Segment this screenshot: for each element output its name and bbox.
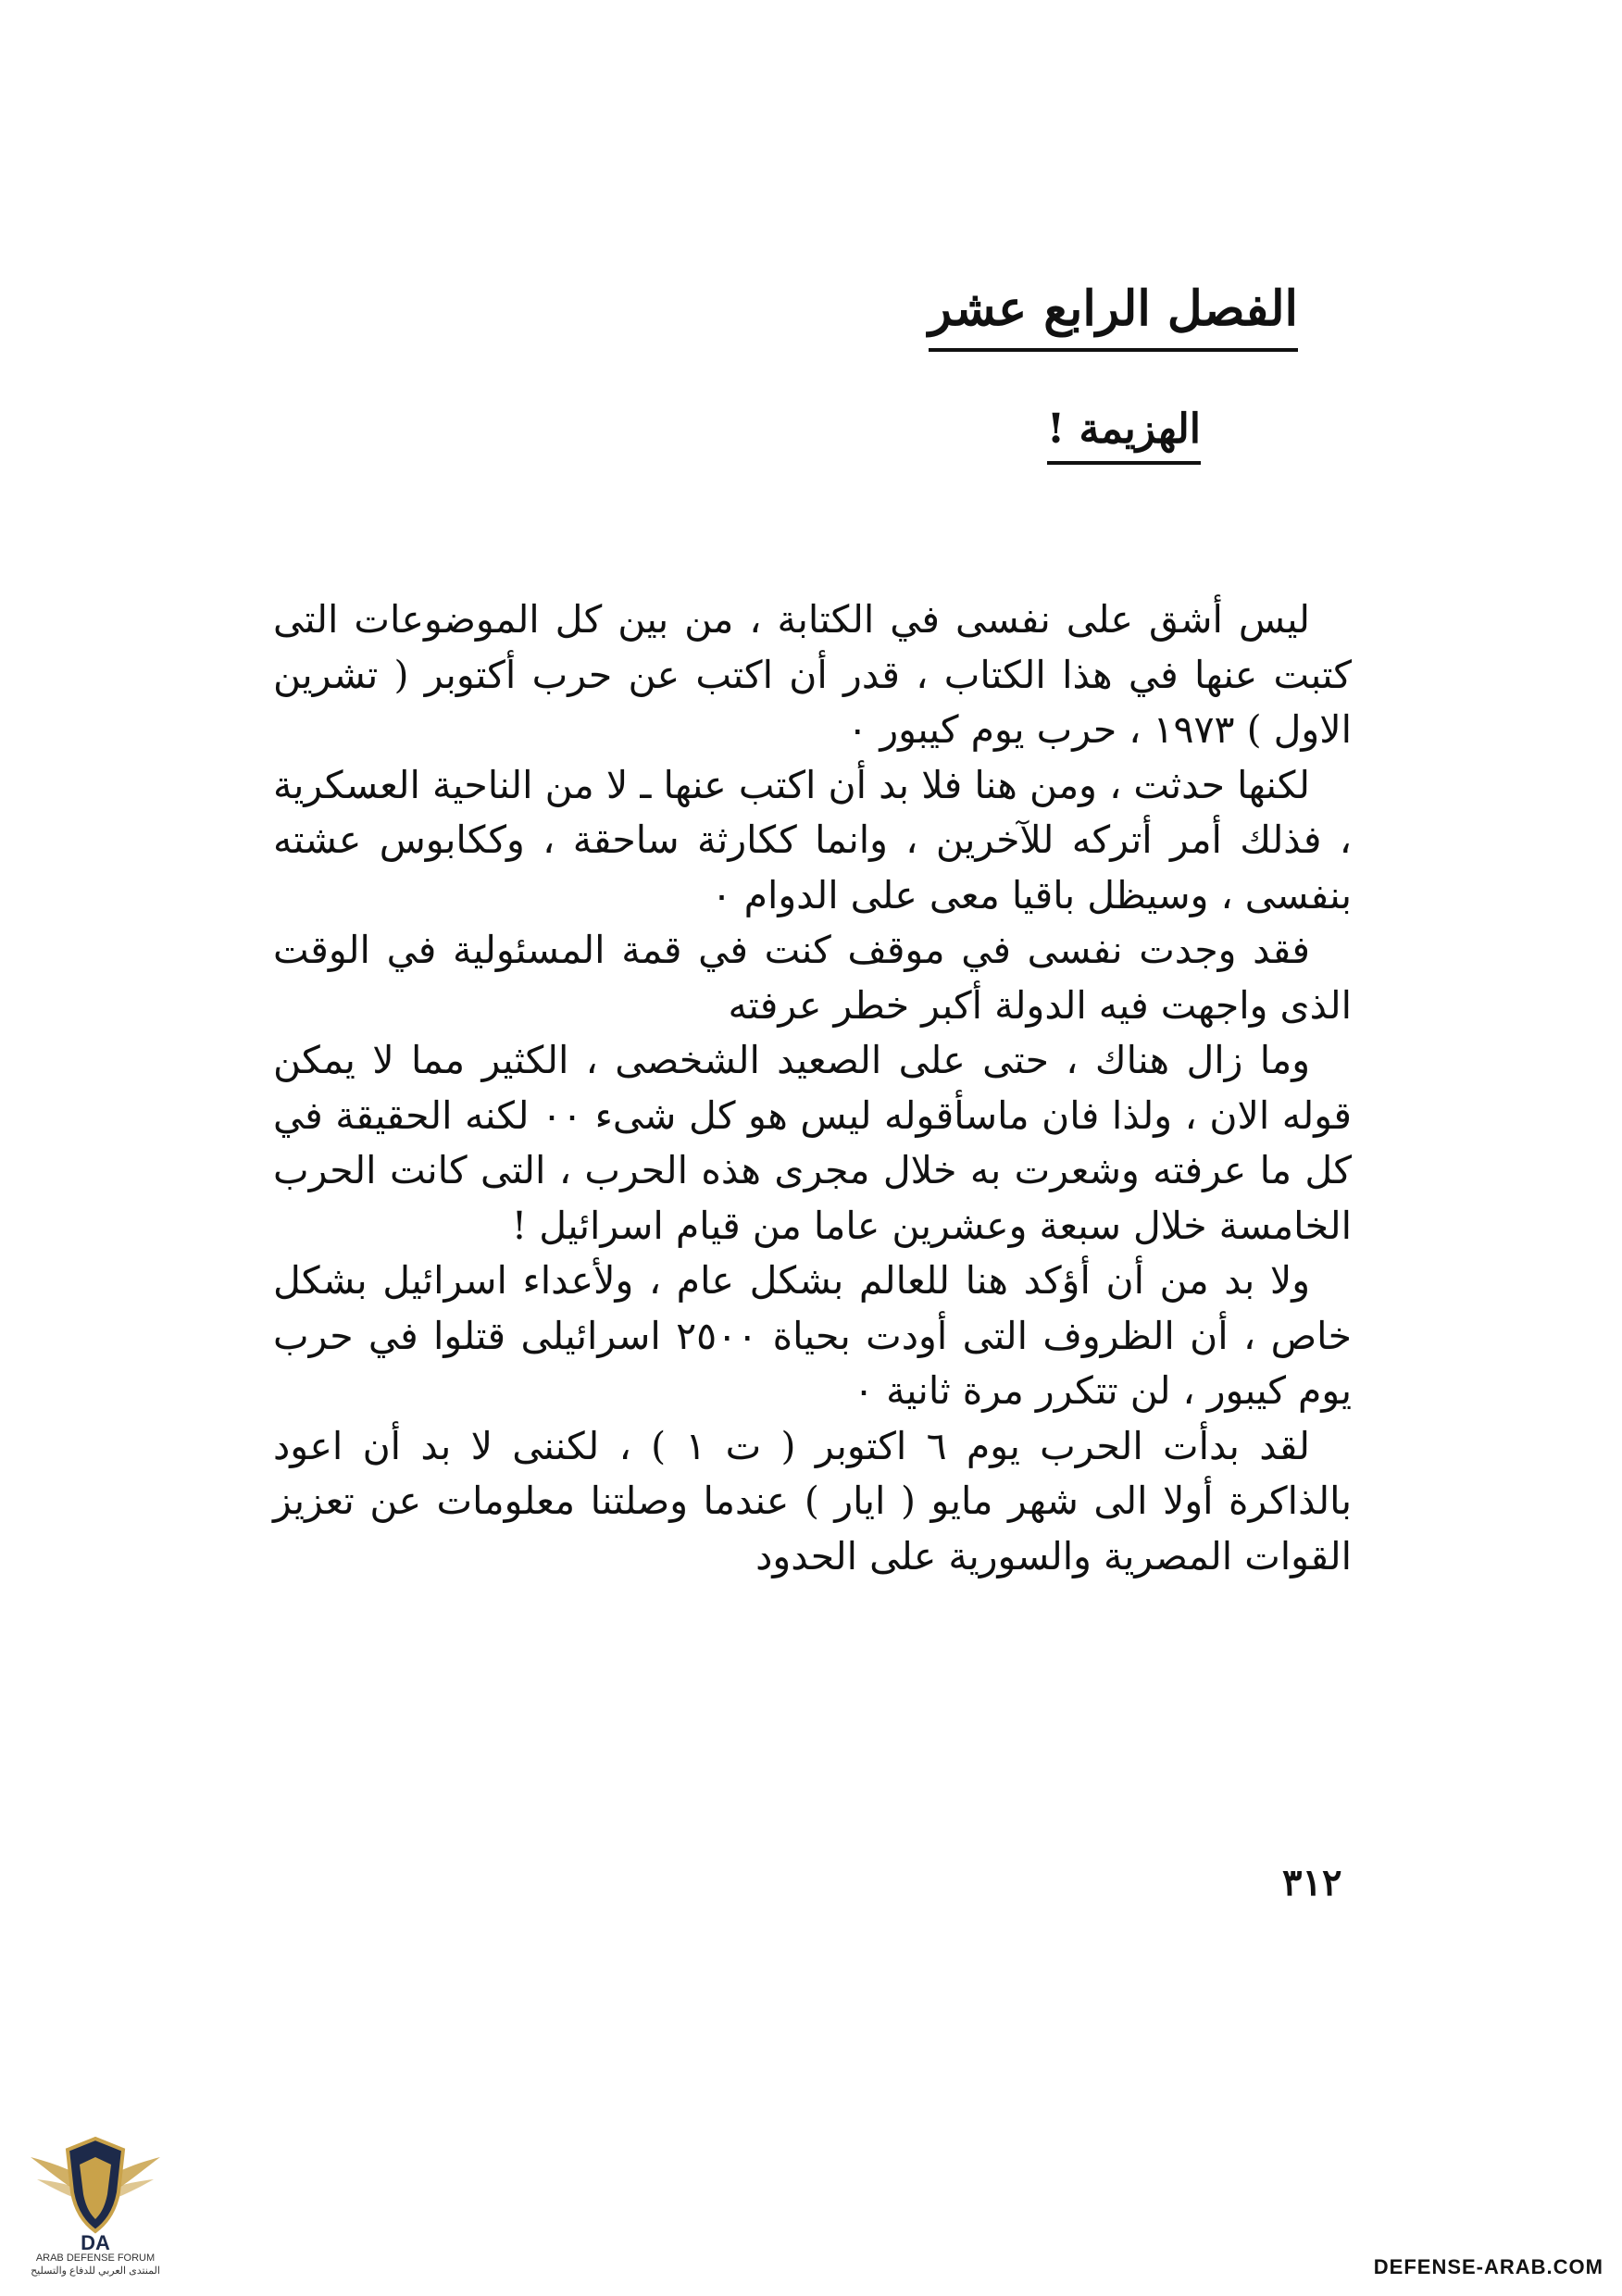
logo-name: ARAB DEFENSE FORUM xyxy=(35,2252,156,2264)
logo-name-ar: المنتدى العربي للدفاع والتسليح xyxy=(31,2265,160,2277)
paragraph-5: ولا بد من أن أؤكد هنا للعالم بشكل عام ، ولأعداء اسرائيل بشكل خاص ، أن الظروف التى أودت بحياة ٢٥٠٠ اسرائيلى قتلوا في حرب يوم كيبور ، لن تتكرر مرة ثانية ٠ xyxy=(273,1258,1352,1413)
site-url: DEFENSE-ARAB.COM xyxy=(1373,2255,1603,2278)
paragraph-2: لكنها حدثت ، ومن هنا فلا بد أن اكتب عنها ـ لا من الناحية العسكرية ، فذلك أمر أتركه للآخرين ، وانما ككارثة ساحقة ، وككابوس عشته بنفسى ، وسيظل باقيا معى على الدوام ٠ xyxy=(273,762,1352,917)
chapter-title: الفصل الرابع عشر xyxy=(929,278,1298,352)
chapter-subtitle: الهزيمة ! xyxy=(1047,403,1201,465)
logo-letters: DA xyxy=(81,2231,110,2254)
page-number: ٣١٢ xyxy=(1282,1861,1342,1904)
paragraph-1: ليس أشق على نفسى في الكتابة ، من بين كل الموضوعات التى كتبت عنها في هذا الكتاب ، قدر أن اكتب عن حرب أكتوبر ( تشرين الاول ) ١٩٧٣ ، حرب يوم كيبور ٠ xyxy=(273,597,1352,752)
body-text xyxy=(273,593,1352,1584)
paragraph-3: فقد وجدت نفسى في موقف كنت في قمة المسئولية في الوقت الذى واجهت فيه الدولة أكبر خطر عرفته xyxy=(273,928,1352,1028)
paragraph-4: وما زال هناك ، حتى على الصعيد الشخصى ، الكثير مما لا يمكن قوله الان ، ولذا فان ماسأقوله ليس هو كل شىء ٠٠ لكنه الحقيقة في كل ما عرفته وشعرت به خلال مجرى هذه الحرب ، التى كانت الحرب الخامسة خلال سبعة وعشرين عاما من قيام اسرائيل ! xyxy=(273,1038,1352,1248)
logo-caption xyxy=(17,2252,174,2277)
paragraph-6: لقد بدأت الحرب يوم ٦ اكتوبر ( ت ١ ) ، لكننى لا بد أن اعود بالذاكرة أولا الى شهر مايو ( ايار ) عندما وصلتنا معلومات عن تعزيز القوات المصرية والسورية على الحدود xyxy=(273,1423,1352,1578)
